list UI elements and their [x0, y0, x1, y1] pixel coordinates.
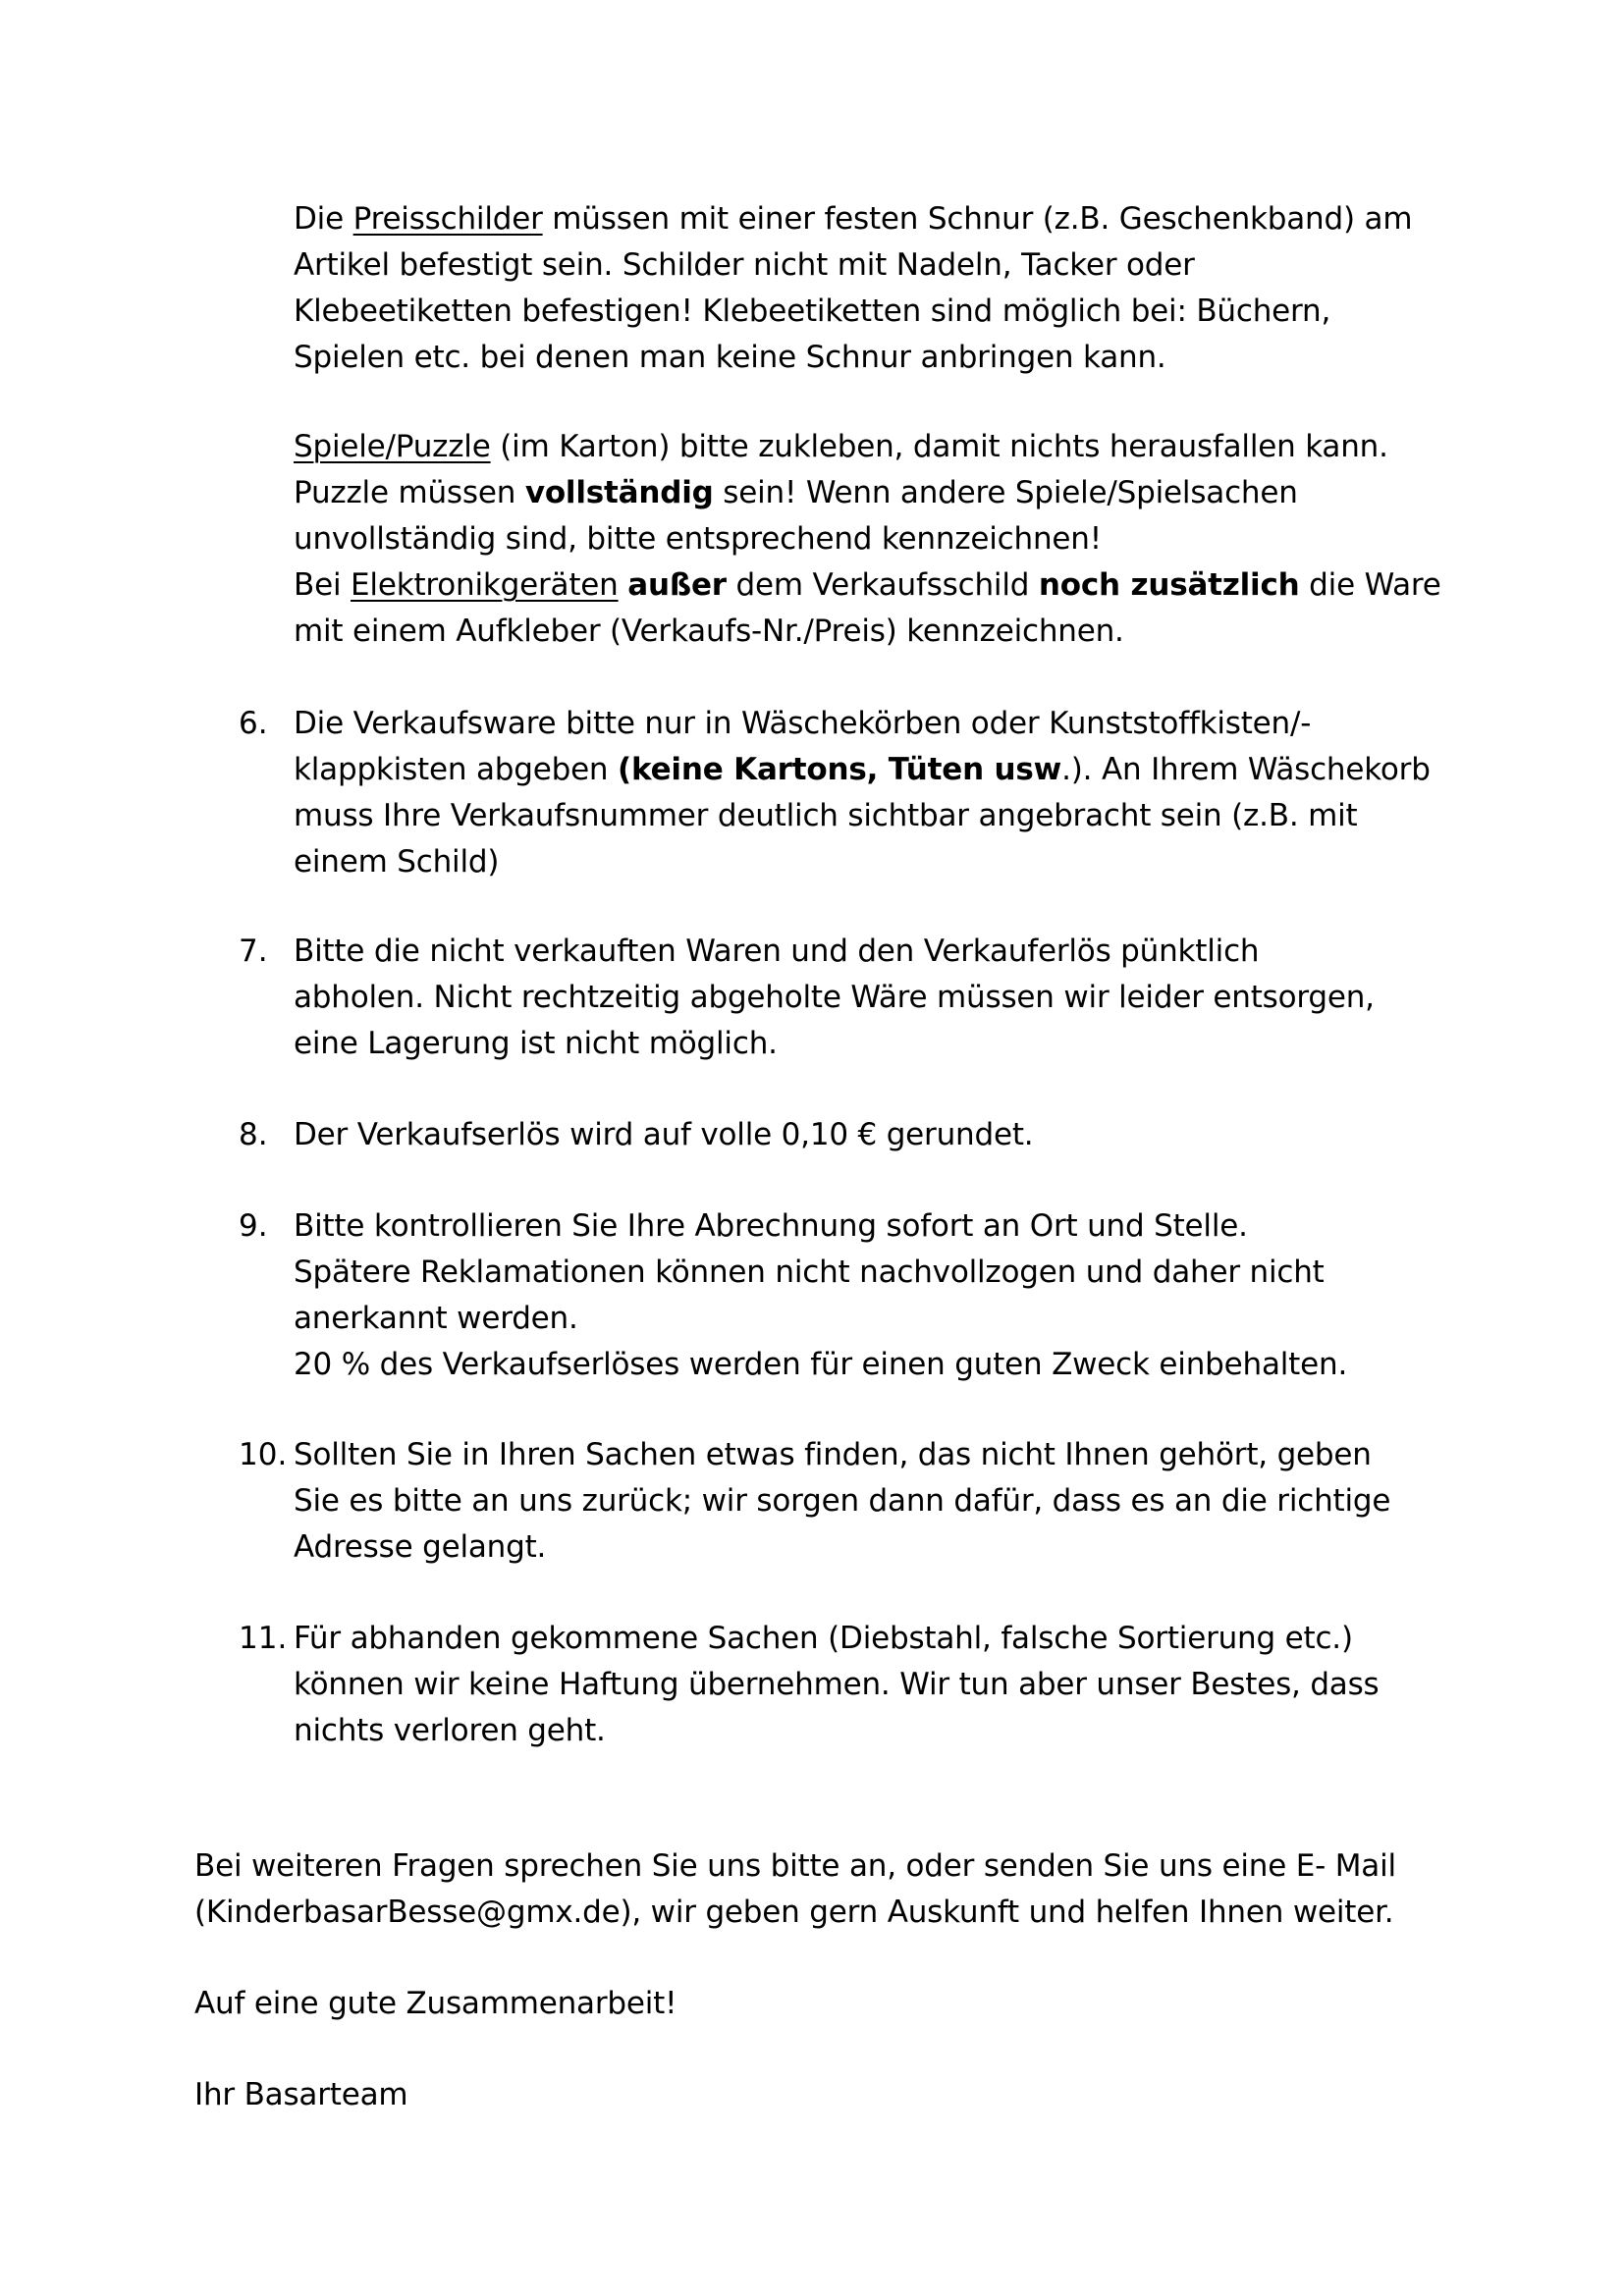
closing-line-1: Bei weiteren Fragen sprechen Sie uns bitte an, oder senden Sie uns eine E- Mail — [194, 1848, 1396, 1884]
item-10-line-1: Sollten Sie in Ihren Sachen etwas finden, das nicht Ihnen gehört, geben — [294, 1437, 1372, 1472]
p2-l2-bold: vollständig — [524, 475, 714, 510]
item-10-line-3: Adresse gelangt. — [294, 1529, 547, 1565]
p1-line-4: Spielen etc. bei denen man keine Schnur anbringen kann. — [294, 340, 1166, 375]
p2-line-2 — [294, 470, 1472, 516]
p2-l2-after: sein! Wenn andere Spiele/Spielsachen — [713, 475, 1298, 510]
item-6-line-1: Die Verkaufsware bitte nur in Wäschekörben oder Kunststoffkisten/- — [294, 706, 1312, 741]
p2-l4-mid: dem Verkaufsschild — [726, 567, 1039, 603]
item-9-line-2: Spätere Reklamationen können nicht nachvollzogen und daher nicht — [294, 1255, 1325, 1290]
p2-line-3: unvollständig sind, bitte entsprechend kennzeichnen! — [294, 521, 1102, 557]
paragraph-games — [294, 424, 1472, 655]
p2-l4-bold1: außer — [627, 567, 727, 603]
item-9-line-3: anerkannt werden. — [294, 1301, 578, 1336]
p1-l1-before: Die — [294, 201, 353, 237]
item-9-line-4: 20 % des Verkaufserlöses werden für einen guten Zweck einbehalten. — [294, 1347, 1348, 1382]
closing-line-2: (KinderbasarBesse@gmx.de), wir geben gern Auskunft und helfen Ihnen weiter. — [194, 1895, 1394, 1930]
item-6-l2-after: .). An Ihrem Wäschekorb — [1061, 752, 1431, 787]
p2-line-4 — [294, 562, 1472, 609]
item-10-line-2: Sie es bitte an uns zurück; wir sorgen dann dafür, dass es an die richtige — [294, 1483, 1391, 1519]
electronics-label: Elektronikgeräten — [351, 567, 619, 603]
item-11-line-2: können wir keine Haftung übernehmen. Wir tun aber unser Bestes, dass — [294, 1667, 1380, 1702]
p1-line-3: Klebeetiketten befestigen! Klebeetiketten sind möglich bei: Büchern, — [294, 294, 1331, 329]
item-7-line-3: eine Lagerung ist nicht möglich. — [294, 1026, 778, 1061]
item-6-number: 6. — [239, 706, 268, 741]
item-9-line-1: Bitte kontrollieren Sie Ihre Abrechnung sofort an Ort und Stelle. — [294, 1208, 1248, 1244]
item-8-number: 8. — [239, 1117, 268, 1152]
p2-line-1 — [294, 424, 1472, 470]
item-6-text — [294, 701, 1472, 885]
item-11-line-1: Für abhanden gekommene Sachen (Diebstahl, falsche Sortierung etc.) — [294, 1621, 1353, 1656]
item-9-number: 9. — [239, 1208, 268, 1244]
closing-paragraph — [194, 1843, 1490, 1936]
p1-l1-after: müssen mit einer festen Schnur (z.B. Geschenkband) am — [542, 201, 1413, 237]
item-10-text — [294, 1432, 1472, 1571]
p2-l1-after: (im Karton) bitte zukleben, damit nichts herausfallen kann. — [490, 429, 1388, 464]
closing-signature: Ihr Basarteam — [194, 2077, 408, 2112]
item-6-line-4: einem Schild) — [294, 844, 500, 880]
item-7-text — [294, 929, 1472, 1067]
item-11-line-3: nichts verloren geht. — [294, 1713, 606, 1748]
item-6-line-3: muss Ihre Verkaufsnummer deutlich sichtbar angebracht sein (z.B. mit — [294, 798, 1358, 833]
paragraph-price-tags — [294, 196, 1472, 381]
item-7-line-1: Bitte die nicht verkauften Waren und den Verkauferlös pünktlich — [294, 934, 1260, 969]
item-9-text — [294, 1203, 1472, 1388]
p1-line-2: Artikel befestigt sein. Schilder nicht mit Nadeln, Tacker oder — [294, 247, 1195, 283]
price-tags-label: Preisschilder — [352, 201, 543, 237]
closing-greeting: Auf eine gute Zusammenarbeit! — [194, 1986, 677, 2021]
item-10-number: 10. — [239, 1437, 288, 1472]
games-puzzle-label: Spiele/Puzzle — [294, 429, 491, 464]
item-8-text — [294, 1112, 1472, 1158]
item-11-text — [294, 1616, 1472, 1754]
p1-line-1 — [294, 196, 1472, 242]
item-6-l2-bold: (keine Kartons, Tüten usw — [618, 752, 1062, 787]
item-8-line-1: Der Verkaufserlös wird auf volle 0,10 € gerundet. — [294, 1117, 1034, 1152]
p2-l2-before: Puzzle müssen — [294, 475, 525, 510]
p2-l4-after: die Ware — [1299, 567, 1441, 603]
item-11-number: 11. — [239, 1621, 288, 1656]
item-7-number: 7. — [239, 934, 268, 969]
item-6-l2-before: klappkisten abgeben — [294, 752, 619, 787]
item-7-line-2: abholen. Nicht rechtzeitig abgeholte Wäre müssen wir leider entsorgen, — [294, 980, 1375, 1015]
p2-l4-before: Bei — [294, 567, 352, 603]
p2-line-5: mit einem Aufkleber (Verkaufs-Nr./Preis) kennzeichnen. — [294, 614, 1124, 649]
item-6-line-2 — [294, 747, 1472, 793]
p2-l4-bold2: noch zusätzlich — [1038, 567, 1300, 603]
